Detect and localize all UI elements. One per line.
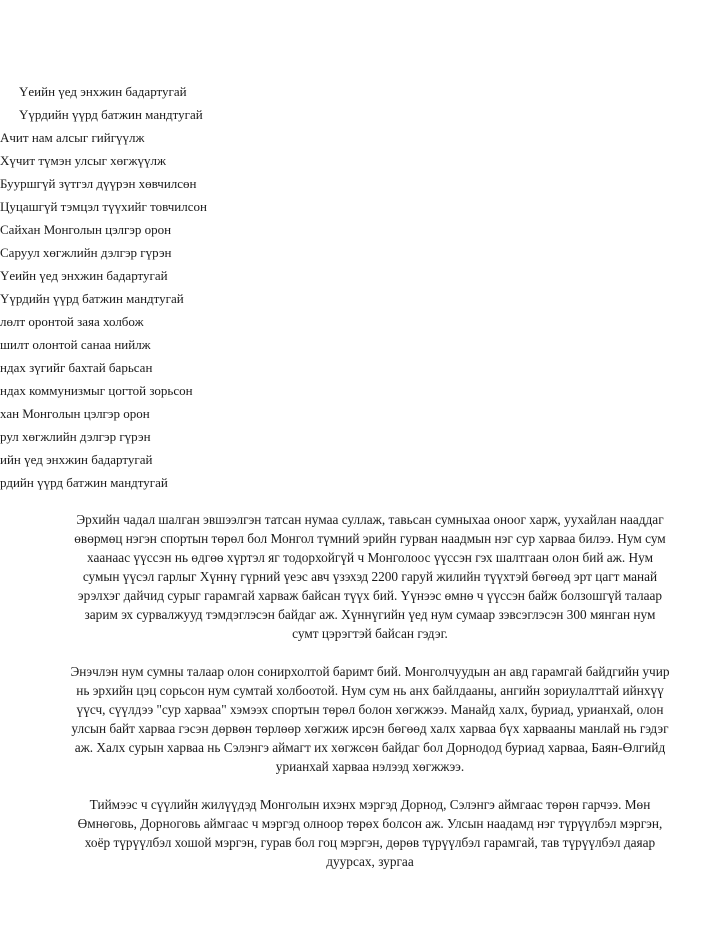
poem-line: Хүчит түмэн улсыг хөгжүүлж (0, 153, 166, 168)
poem-line: Цуцашгүй тэмцэл түүхийг товчилсон (0, 199, 207, 214)
poem-line: ндах зүгийг бахтай барьсан (0, 360, 153, 375)
poem-line: Үеийн үед энхжин бадартугай (0, 268, 168, 283)
poem-line: ийн үед энхжин бадартугай (0, 452, 153, 467)
poem-line: шилт олонтой санаа нийлж (0, 337, 151, 352)
poem-line: Ачит нам алсыг гийгүүлж (0, 130, 145, 145)
paragraph: Тиймээс ч сүүлийн жилүүдэд Монголын ихэнх мэргэд Дорнод, Сэлэнгэ аймгаас төрөн гарчээ. Мөн Өмнөговь, Дорноговь аймгаас ч мэргэд олноор төрөх болсон аж. Улсын наадамд нэг түрүүлбэл мэргэн, хоёр түрүүлбэл хошой мэргэн, гурав бол гоц мэргэн, дөрөв түрүүлбэл гарамгай, тав түрүүлбэл даяар дуурсах, зургаа (77, 797, 663, 869)
poem-line: лөлт оронтой заяа холбож (0, 314, 144, 329)
article-body (70, 510, 670, 871)
poem-line: Үеийн үед энхжин бадартугай (19, 84, 187, 99)
poem-line: ндах коммунизмыг цогтой зорьсон (0, 383, 193, 398)
poem-line: рдийн үүрд батжин мандтугай (0, 475, 168, 490)
poem-line: Үүрдийн үүрд батжин мандтугай (0, 291, 184, 306)
paragraph: Эрхийн чадал шалган эвшээлгэн татсан нумаа суллаж, тавьсан сумныхаа оноог харж, уухайлан нааддаг өвөрмөц нэгэн спортын төрөл бол Монгол түмний эрийн гурван наадмын нэг сур харваа билээ. Нум сум хаанаас үүссэн нь өдгөө хүртэл яг тодорхойгүй ч Монголоос үүссэн гэх шалтгаан олон бий аж. Нум сумын үүсэл гарлыг Хүннү гүрний үеэс авч үзэхэд 2200 гаруй жилийн түүхтэй бөгөөд эрт цагт манай эрэлхэг дайчид сурыг гарамгай харваж байсан түүх бий. Үүнээс өмнө ч үүссэн байж болзошгүй талаар зарим эх сурвалжууд тэмдэглэсэн байдаг аж. Хүннүгийн үед нум сумаар зэвсэглэсэн 300 мянган нум сумт цэрэгтэй байсан гэдэг. (74, 512, 666, 641)
poem-line: рул хөгжлийн дэлгэр гүрэн (0, 429, 151, 444)
poem-line: Бууршгүй зүтгэл дүүрэн хөвчилсөн (0, 176, 197, 191)
paragraph: Энэчлэн нум сумны талаар олон сонирхолтой баримт бий. Монголчуудын ан авд гарамгай байдгийн учир нь эрхийн цэц сорьсон нум сумтай холбоотой. Нум сум нь анх байлдааны, ангийн зориулалттай ийнхүү үүсч, сүүлдээ "сур харваа" хэмээх спортын төрөл болон хөгжжээ. Манайд халх, буриад, урианхай, олон улсын байт харваа гэсэн дөрвөн төрлөөр хөгжиж ирсэн бөгөөд халх харваа бүх харвааны манлай нь гэдэг аж. Халх сурын харваа нь Сэлэнгэ аймагт их хөгжсөн байдаг бол Дорнодод буриад харваа, Баян-Өлгийд урианхай харваа нэлээд хөгжжээ. (70, 664, 670, 774)
poem-line: хан Монголын цэлгэр орон (0, 406, 150, 421)
poem-line: Саруул хөгжлийн дэлгэр гүрэн (0, 245, 172, 260)
poem-line: Сайхан Монголын цэлгэр орон (0, 222, 172, 237)
poem-line: Үүрдийн үүрд батжин мандтугай (19, 107, 203, 122)
